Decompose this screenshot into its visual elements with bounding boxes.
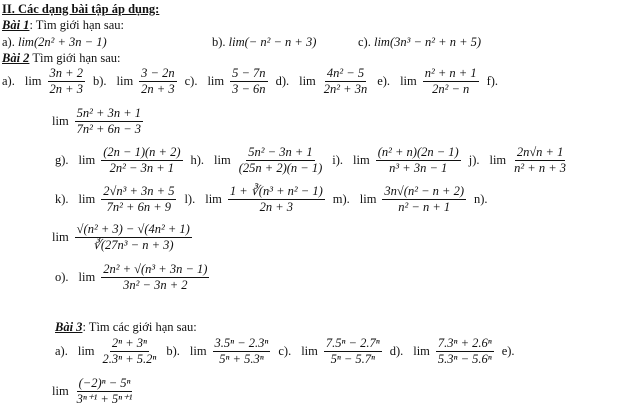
fraction: $\frac{\text{4n² − 5}}{\text{2n² + 3n}}$ [323,66,368,96]
bai2-row3: g). lim $\frac{(2n - 1)(n + 2)}{\text{2n² − 3n + 1}}$ h). lim $\frac{\text{5n² − 3n + 1}}{(25n + 2)(n - 1)}$ i). lim $\frac{\text{(n² + n)(2n − 1)}}{\text{n³ + 3n − 1}}$ j). lim $\frac{2n√n + 1}{\text{n² + n + 3}}$ [55,145,567,175]
bai3-row1: a). lim $\frac{\text{2ⁿ + 3ⁿ}}{\text{2.3ⁿ + 5.2ⁿ}}$ b). lim $\frac{\text{3.5ⁿ − 2.3ⁿ}}{\text{5ⁿ + 5.3ⁿ}}$ c). lim $\frac{\text{7.5ⁿ − 2.7ⁿ}}{\text{5ⁿ − 5.7ⁿ}}$ d). lim $\frac{\text{7.3ⁿ + 2.6ⁿ}}{\text{5.3ⁿ − 5.6ⁿ}}$ e). [55,336,515,366]
fraction: $\frac{\text{2ⁿ + 3ⁿ}}{\text{2.3ⁿ + 5.2ⁿ}}$ [102,336,157,366]
fraction: $\frac{\text{3n√(n² − n + 2)}}{\text{n² − n + 1}}$ [384,184,464,214]
bai2-f: lim $\frac{\text{5n² + 3n + 1}}{\text{7n² + 6n − 3}}$ [52,106,142,136]
bai3-e: lim $\frac{\text{(−2)ⁿ − 5ⁿ}}{\text{3ⁿ⁺¹ + 5ⁿ⁺¹}}$ [52,376,133,406]
fraction: $\frac{3n + 2}{2n + 3}$ [49,66,83,96]
fraction: $\frac{\text{2n² + √(n³ + 3n − 1)}}{\text{3n² − 3n + 2}}$ [103,262,208,292]
fraction: $\frac{\text{7.3ⁿ + 2.6ⁿ}}{\text{5.3ⁿ − 5.6ⁿ}}$ [437,336,492,366]
bai1-item-b: b). lim(− n² − n + 3) [212,35,317,49]
fraction: $\frac{\text{(−2)ⁿ − 5ⁿ}}{\text{3ⁿ⁺¹ + 5ⁿ⁺¹}}$ [76,376,133,406]
fraction: $\frac{\text{3.5ⁿ − 2.3ⁿ}}{\text{5ⁿ + 5.3ⁿ}}$ [214,336,269,366]
fraction: $\frac{(2n - 1)(n + 2)}{\text{2n² − 3n + 1}}$ [103,145,181,175]
fraction: $\frac{\text{2√n³ + 3n + 5}}{\text{7n² + 6n + 9}}$ [103,184,175,214]
section-title: II. Các dạng bài tập áp dụng: [2,2,160,16]
bai1-heading: Bài 1: Tìm giới hạn sau: [2,18,125,32]
bai1-item-c: c). lim(3n³ − n² + n + 5) [358,35,482,49]
bai2-row1: a). lim $\frac{3n + 2}{2n + 3}$ b). lim $\frac{3 - 2n}{2n + 3}$ c). lim $\frac{5 - 7n}{3 - 6n}$ d). lim $\frac{\text{4n² − 5}}{\text{2n² + 3n}}$ e). lim $\frac{\text{n² + n + 1}}{\text{2n² − n}}$ f). [2,66,499,96]
bai2-o: o). lim $\frac{\text{2n² + √(n³ + 3n − 1)}}{\text{3n² − 3n + 2}}$ [55,262,208,292]
fraction: $\frac{5 - 7n}{3 - 6n}$ [232,66,266,96]
fraction: $\frac{\text{7.5ⁿ − 2.7ⁿ}}{\text{5ⁿ − 5.7ⁿ}}$ [325,336,380,366]
fraction: $\frac{\text{1 + ∛(n³ + n² − 1)}}{2n + 3}$ [229,184,323,214]
bai2-row4: k). lim $\frac{\text{2√n³ + 3n + 5}}{\text{7n² + 6n + 9}}$ l). lim $\frac{\text{1 + ∛(n³ + n² − 1)}}{2n + 3}$ m). lim $\frac{\text{3n√(n² − n + 2)}}{\text{n² − n + 1}}$ n). [55,184,488,214]
fraction: $\frac{3 - 2n}{2n + 3}$ [141,66,175,96]
fraction: $\frac{\text{5n² − 3n + 1}}{(25n + 2)(n - 1)}$ [238,145,323,175]
fraction: $\frac{2n√n + 1}{\text{n² + n + 3}}$ [514,145,567,175]
bai1-item-a: a). lim(2n² + 3n − 1) [2,35,107,49]
fraction: $\frac{\text{(n² + n)(2n − 1)}}{\text{n³ + 3n − 1}}$ [377,145,459,175]
fraction: $\frac{\text{n² + n + 1}}{\text{2n² − n}}$ [424,66,477,96]
fraction: $\frac{\text{5n² + 3n + 1}}{\text{7n² + 6n − 3}}$ [76,106,142,136]
bai3-heading: Bài 3: Tìm các giới hạn sau: [55,320,197,334]
fraction: $\frac{\text{√(n² + 3) − √(4n² + 1)}}{\text{∛(27n³ − n + 3)}}$ [76,222,190,252]
bai2-n: lim $\frac{\text{√(n² + 3) − √(4n² + 1)}}{\text{∛(27n³ − n + 3)}}$ [52,222,190,252]
bai2-heading: Bài 2 Tìm giới hạn sau: [2,51,121,65]
